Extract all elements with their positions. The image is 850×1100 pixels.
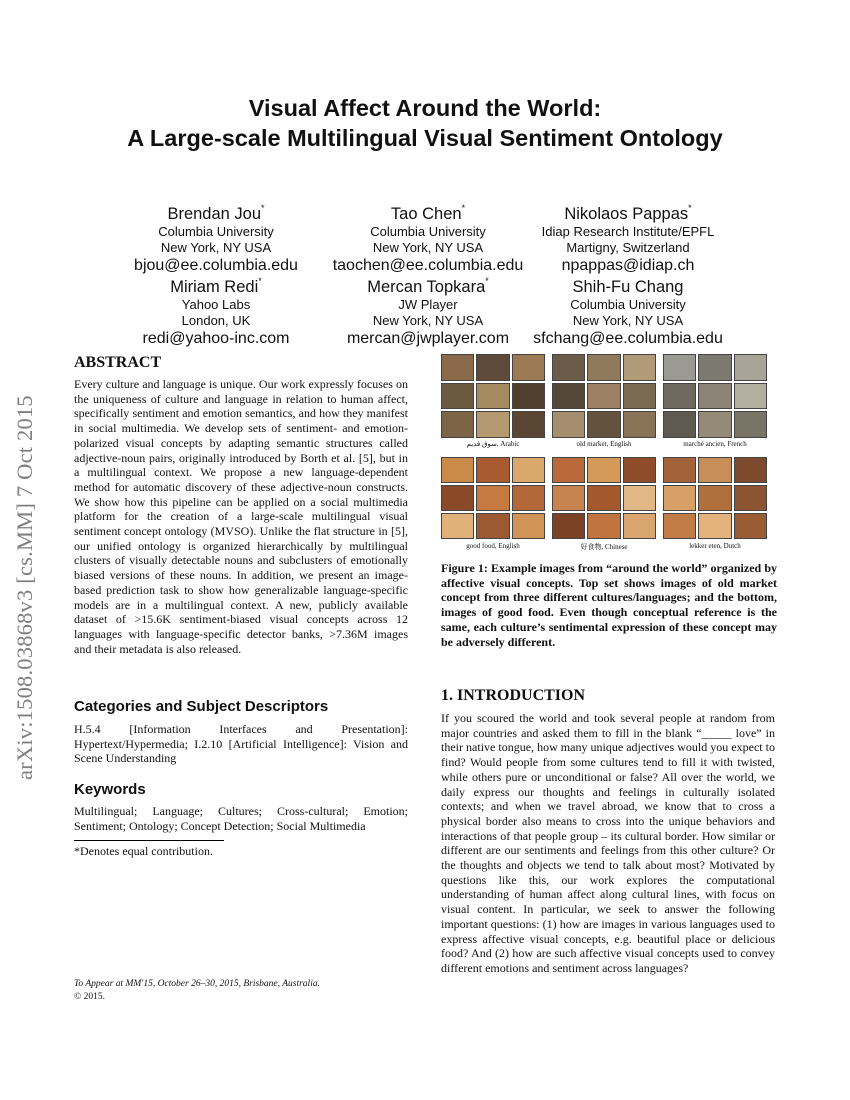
photo: [698, 513, 731, 539]
caption-chinese: 好食物, Chinese: [580, 543, 628, 551]
photo: [552, 513, 585, 539]
author-location: New York, NY USA: [572, 313, 684, 328]
arxiv-identifier: arXiv:1508.03868v3 [cs.MM] 7 Oct 2015: [12, 395, 37, 780]
author-name: Shih-Fu Chang: [572, 278, 684, 296]
author-affiliation: Columbia University: [570, 297, 686, 312]
author-location: London, UK: [181, 313, 251, 328]
photo: [663, 411, 696, 438]
caption-english: good food, English: [466, 542, 520, 550]
author-block: [96, 271, 336, 348]
paper-title-line2: A Large-scale Multilingual Visual Sentiment Ontology: [127, 125, 723, 151]
photo: [663, 485, 696, 511]
footnote-rule: [74, 840, 224, 841]
author-block: [508, 271, 748, 348]
photo: [441, 485, 474, 511]
photo: [552, 457, 585, 483]
photo: [698, 383, 731, 410]
image-grid-dutch-good-food: [663, 457, 767, 539]
author-affiliation: JW Player: [398, 297, 458, 312]
author-block: [96, 198, 336, 275]
author-email: mercan@jwplayer.com: [346, 330, 510, 347]
photo: [441, 383, 474, 410]
photo: [587, 485, 620, 511]
photo: [512, 513, 545, 539]
author-name: Miriam Redi: [170, 278, 259, 296]
photo: [441, 457, 474, 483]
author-affiliation: Columbia University: [370, 224, 486, 239]
photo: [476, 411, 509, 438]
photo: [512, 354, 545, 381]
photo: [663, 354, 696, 381]
author-email: taochen@ee.columbia.edu: [332, 257, 524, 274]
keywords-text: Multilingual; Language; Cultures; Cross-cultural; Emotion; Sentiment; Ontology; Concept Detection; Social Multimedia: [74, 804, 408, 833]
author-location: New York, NY USA: [372, 240, 484, 255]
photo: [512, 457, 545, 483]
image-grid-chinese-good-food: [552, 457, 656, 539]
author-email: npappas@idiap.ch: [561, 257, 695, 274]
photo: [552, 383, 585, 410]
keywords-heading: Keywords: [74, 781, 146, 798]
photo: [587, 383, 620, 410]
image-grid-english-good-food: [441, 457, 545, 539]
author-affiliation: Idiap Research Institute/EPFL: [541, 224, 715, 239]
author-email: redi@yahoo-inc.com: [142, 330, 290, 347]
equal-contribution-mark: *: [461, 203, 466, 213]
caption-arabic: سوق قديم, Arabic: [466, 440, 520, 448]
author-email: bjou@ee.columbia.edu: [134, 257, 298, 274]
photo: [623, 383, 656, 410]
photo: [734, 485, 767, 511]
photo: [623, 354, 656, 381]
equal-contribution-mark: *: [261, 203, 265, 213]
photo: [734, 354, 767, 381]
photo: [663, 383, 696, 410]
author-affiliation: Columbia University: [158, 224, 274, 239]
caption-french: marché ancien, French: [683, 440, 747, 448]
photo: [552, 411, 585, 438]
photo: [698, 411, 731, 438]
author-location: New York, NY USA: [372, 313, 484, 328]
photo: [623, 513, 656, 539]
photo: [476, 383, 509, 410]
paper-title-line1: Visual Affect Around the World:: [248, 95, 602, 121]
photo: [441, 513, 474, 539]
photo: [734, 513, 767, 539]
abstract-heading: ABSTRACT: [74, 354, 162, 371]
photo: [476, 485, 509, 511]
equal-contribution-mark: *: [258, 276, 262, 286]
author-name: Tao Chen: [390, 205, 462, 223]
introduction-heading: 1. INTRODUCTION: [441, 687, 586, 704]
photo: [734, 411, 767, 438]
photo: [587, 354, 620, 381]
photo: [512, 411, 545, 438]
photo: [441, 354, 474, 381]
image-grid-french-old-market: [663, 354, 767, 438]
author-name: Brendan Jou: [167, 205, 262, 223]
photo: [663, 513, 696, 539]
figure-caption: Figure 1: Example images from “around the world” organized by affective visual concepts. Top set shows images of old market concept from three different cultures/languages; and the bottom, images of good food. Even though conceptual reference is the same, each culture’s sentimental expression of these concept may be adversely different.: [441, 561, 777, 649]
photo: [476, 354, 509, 381]
image-grid-english-old-market: [552, 354, 656, 438]
introduction-text: If you scoured the world and took several people at random from major countries and asked them to fill in the blank “_____ love” in their native tongue, how many unique adjectives would you expect to find? Would people from some cultures tend to fill it with twisted, while others pure or unconditional or false? All over the world, we daily express our thoughts and feelings in culturally isolated contexts; and when we travel abroad, we know that to cross a physical border also means to cross into the unique behaviors and interactions of that people group – its cultural border. How similar or different are our sentiments and feelings from this other culture? Or the thoughts and objects we tend to talk about most? Motivated by questions like this, our work explores the computational understanding of human affect along cultural lines, with focus on visual content. In particular, we seek to answer the following important questions: (1) how are images in various languages used to express affective visual concepts, e.g. beautiful place or delicious food? And (2) how are such affective visual concepts used to convey different emotions and sentiment across languages?: [441, 711, 775, 975]
equal-contribution-mark: *: [688, 203, 692, 213]
photo: [587, 411, 620, 438]
photo: [552, 485, 585, 511]
equal-contribution-mark: *: [485, 276, 489, 286]
caption-dutch: lekker eten, Dutch: [689, 542, 741, 550]
photo: [734, 457, 767, 483]
photo: [698, 354, 731, 381]
photo: [698, 485, 731, 511]
footnote: *Denotes equal contribution.: [74, 844, 213, 858]
photo: [623, 457, 656, 483]
photo: [476, 513, 509, 539]
categories-heading: Categories and Subject Descriptors: [74, 698, 329, 715]
photo: [512, 383, 545, 410]
abstract-text: Every culture and language is unique. Our work expressly focuses on the uniqueness of culture and language in relation to human affect, specifically sentiment and emotion semantics, and how they manifest in social multimedia. We develop sets of sentiment- and emotion-polarized visual concepts by adapting semantic structures called adjective-noun pairs, originally introduced by Borth et al. [5], but in a multilingual context. We propose a new language-dependent method for automatic discovery of these adjective-noun constructs. We show how this pipeline can be applied on a social multimedia platform for the creation of a large-scale multilingual visual sentiment concept ontology (MVSO). Unlike the flat structure in [5], our unified ontology is organized hierarchically by multilingual clusters of visually detectable nouns and subclusters of emotionally biased versions of these nouns. In addition, we present an image-based prediction task to show how generalizable language-specific models are in a multilingual context. A new, publicly available dataset of >15.6K sentiment-biased visual concepts across 12 languages with language-specific detector banks, >7.36M images and their metadata is also released.: [74, 377, 408, 656]
photo: [734, 383, 767, 410]
photo: [663, 457, 696, 483]
copyright-note: © 2015.: [74, 992, 105, 1002]
photo: [512, 485, 545, 511]
appear-note: To Appear at MM'15, October 26–30, 2015, Brisbane, Australia.: [74, 979, 320, 989]
categories-text: H.5.4 [Information Interfaces and Presentation]: Hypertext/Hypermedia; I.2.10 [Artificial Intelligence]: Vision and Scene Understanding: [74, 722, 408, 766]
author-name: Mercan Topkara: [367, 278, 486, 296]
photo: [623, 485, 656, 511]
author-block: [508, 198, 748, 275]
author-email: sfchang@ee.columbia.edu: [533, 330, 723, 347]
author-location: New York, NY USA: [160, 240, 272, 255]
photo: [476, 457, 509, 483]
photo: [698, 457, 731, 483]
caption-english: old market, English: [576, 440, 632, 448]
photo: [441, 411, 474, 438]
author-affiliation: Yahoo Labs: [181, 297, 251, 312]
image-grid-arabic-old-market: [441, 354, 545, 438]
photo: [587, 513, 620, 539]
photo: [623, 411, 656, 438]
author-name: Nikolaos Pappas: [564, 205, 689, 223]
photo: [587, 457, 620, 483]
photo: [552, 354, 585, 381]
author-location: Martigny, Switzerland: [566, 240, 690, 255]
